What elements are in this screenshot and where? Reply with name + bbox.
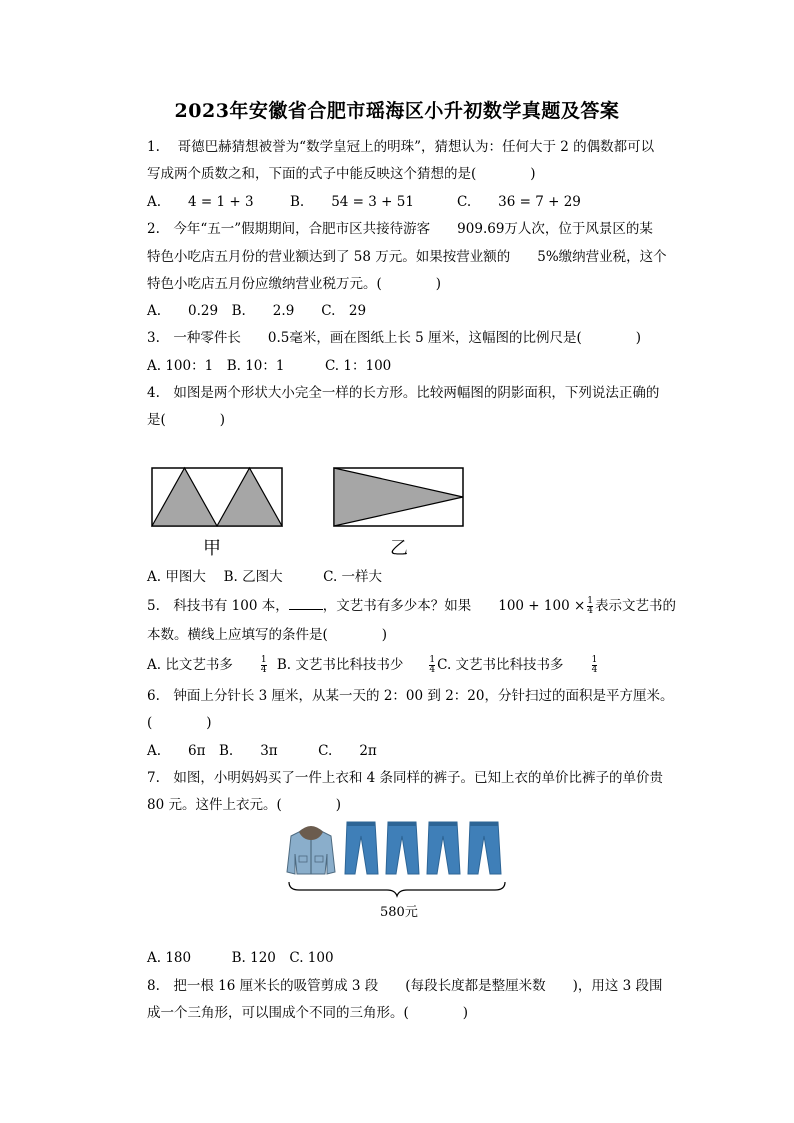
q1-line2: 写成两个质数之和，下面的式子中能反映这个猜想的是( ) (147, 166, 536, 182)
q5-line1-end: 表示文艺书的 (595, 598, 676, 614)
q8-line2: 成一个三角形，可以围成个不同的三角形。( ) (147, 1005, 469, 1021)
pants-icon (427, 822, 460, 874)
q7-clothes-figure (285, 820, 510, 900)
q5-option-b-fraction: $\frac{1}{4}$ (429, 655, 436, 675)
figure-jia (152, 468, 282, 526)
q5-option-c-fraction: $\frac{1}{4}$ (591, 655, 598, 675)
q4-rectangles-figure (150, 466, 470, 530)
q5-line1-mid: ，文艺书有多少本？如果 100 + 100 × (322, 598, 586, 614)
jacket-icon (287, 826, 335, 874)
q6-line2: ( ) (147, 715, 212, 731)
page-title: 2023年安徽省合肥市瑶海区小升初数学真题及答案 (174, 100, 620, 122)
q6-options: A. 6π B. 3π C. 2π (147, 743, 377, 759)
pants-icon (468, 822, 501, 874)
q7-total-label: 580元 (380, 905, 418, 920)
q7-options: A. 180 B. 120 C. 100 (147, 950, 334, 966)
pants-icon (345, 822, 378, 874)
q2-options: A. 0.29 B. 2.9 C. 29 (147, 303, 367, 319)
label-jia: 甲 (203, 538, 221, 559)
q5-option-a: A. 比文艺书多 (147, 657, 233, 673)
q4-options: A. 甲图大 B. 乙图大 C. 一样大 (147, 569, 383, 585)
q2-line2: 特色小吃店五月份的营业额达到了 58 万元。如果按营业额的 5%缴纳营业税，这个 (147, 249, 667, 265)
q1-line1: 1. 哥德巴赫猜想被誉为“数学皇冠上的明珠”，猜想认为：任何大于 2 的偶数都可以 (147, 139, 655, 155)
q5-line2: 本数。横线上应填写的条件是( ) (147, 627, 388, 643)
q5-blank (289, 597, 323, 610)
q7-line1: 7. 如图，小明妈妈买了一件上衣和 4 条同样的裤子。已知上衣的单价比裤子的单价贵 (147, 770, 664, 786)
q7-line2: 80 元。这件上衣元。( ) (147, 797, 342, 813)
pants-icon (386, 822, 419, 874)
q5-line1-start: 5. 科技书有 100 本， (147, 598, 289, 614)
total-brace (289, 882, 505, 896)
q3-options: A. 100：1 B. 10：1 C. 1：100 (147, 358, 392, 374)
q1-option-c: C. 36 = 7 + 29 (457, 194, 581, 210)
q5-option-c: C. 文艺书比科技书多 (437, 657, 564, 673)
q5-option-a-fraction: $\frac{1}{4}$ (260, 655, 267, 675)
q5-options (147, 656, 599, 675)
q2-line3: 特色小吃店五月份应缴纳营业税万元。( ) (147, 276, 442, 292)
label-yi: 乙 (390, 538, 408, 559)
q1-option-b: B. 54 = 3 + 51 (290, 194, 414, 210)
q6-line1: 6. 钟面上分针长 3 厘米，从某一天的 2：00 到 2：20，分针扫过的面积是平方厘米。 (147, 688, 674, 704)
q5-fraction: $\frac{1}{4}$ (587, 596, 593, 616)
q1-option-a: A. 4 = 1 + 3 (147, 194, 254, 210)
q5-line1 (147, 597, 676, 616)
q4-line1: 4. 如图是两个形状大小完全一样的长方形。比较两幅图的阴影面积，下列说法正确的 (147, 385, 660, 401)
figure-yi (334, 468, 463, 526)
q4-line2: 是( ) (147, 412, 226, 428)
q3-line1: 3. 一种零件长 0.5毫米，画在图纸上长 5 厘米，这幅图的比例尺是( ) (147, 330, 642, 346)
q5-option-b: B. 文艺书比科技书少 (276, 657, 404, 673)
q2-line1: 2. 今年“五一”假期期间，合肥市区共接待游客 909.69万人次，位于风景区的某 (147, 221, 653, 237)
q8-line1: 8. 把一根 16 厘米长的吸管剪成 3 段 (每段长度都是整厘米数 )，用这 3 段围 (147, 978, 663, 994)
